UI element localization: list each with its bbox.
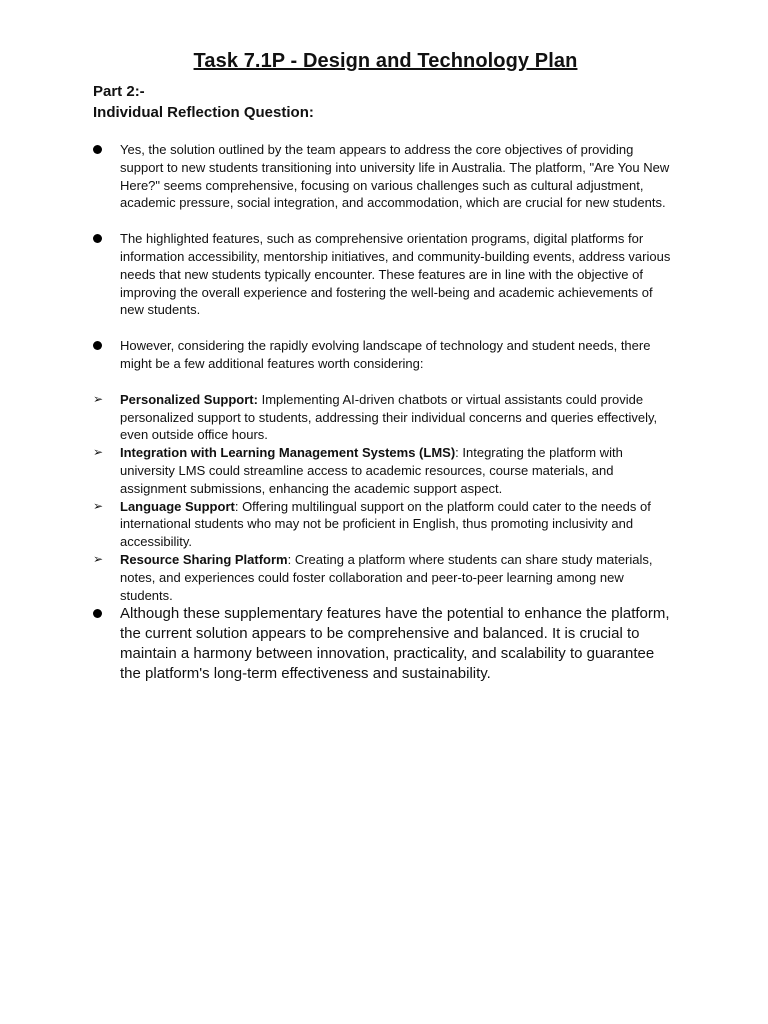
bullet-text: Yes, the solution outlined by the team appears to address the core objectives of providing support to new students transitioning into university life in Australia. The platform, "Are You New Here?" seems comprehensive, focusing on various challenges such as cultural adjustment, academic pressure, social integration, and accommodation, which are crucial for new students. bbox=[120, 142, 670, 211]
feature-item bbox=[93, 551, 678, 604]
conclusion-item bbox=[93, 604, 678, 684]
feature-item bbox=[93, 444, 678, 497]
arrow-bullet-icon: ➢ bbox=[93, 498, 104, 513]
feature-label: Language Support bbox=[120, 498, 235, 514]
bullet-text: However, considering the rapidly evolving landscape of technology and student needs, there might be a few additional features worth considering: bbox=[120, 338, 651, 371]
bullet-dot-icon bbox=[93, 141, 113, 159]
feature-text: : Offering multilingual support on the platform could cater to the needs of international students who may not be proficient in English, thus promoting inclusivity and accessibility. bbox=[120, 498, 651, 550]
bullet-dot-icon bbox=[93, 604, 113, 624]
bullet-item bbox=[93, 337, 678, 373]
feature-text: : Integrating the platform with university LMS could streamline access to academic resources, course materials, and assignment submissions, enhancing the academic support aspect. bbox=[120, 445, 623, 496]
bullet-item bbox=[93, 141, 678, 212]
feature-item bbox=[93, 391, 678, 444]
arrow-bullet-icon: ➢ bbox=[93, 445, 104, 460]
feature-text: Implementing AI-driven chatbots or virtual assistants could provide personalized support to students, addressing their individual concerns and queries effectively, even outside office hours. bbox=[120, 391, 658, 443]
feature-label: Resource Sharing Platform bbox=[120, 551, 288, 567]
bullet-text: The highlighted features, such as comprehensive orientation programs, digital platforms for information accessibility, mentorship initiatives, and community-building events, address various needs that new students typically encounter. These features are in line with the objective of improving the overall experience and fostering the well-being and academic achievements of new students. bbox=[120, 231, 671, 318]
arrow-bullet-icon: ➢ bbox=[93, 391, 104, 406]
arrow-bullet-icon: ➢ bbox=[93, 551, 104, 566]
feature-text: : Creating a platform where students can share study materials, notes, and experiences could foster collaboration and peer-to-peer learning among new students. bbox=[120, 551, 653, 603]
conclusion-text: Although these supplementary features have the potential to enhance the platform, the current solution appears to be comprehensive and balanced. It is crucial to maintain a harmony between innovation, practicality, and scalability to guarantee the platform's long-term effectiveness and sustainability. bbox=[120, 605, 670, 683]
bullet-item bbox=[93, 230, 678, 319]
bullet-dot-icon bbox=[93, 230, 113, 248]
feature-item bbox=[93, 498, 678, 551]
part-heading: Part 2:- bbox=[93, 83, 145, 100]
question-heading: Individual Reflection Question: bbox=[93, 104, 314, 121]
document-title: Task 7.1P - Design and Technology Plan bbox=[193, 50, 578, 72]
bullet-dot-icon bbox=[93, 337, 113, 355]
feature-label: Personalized Support: bbox=[120, 391, 258, 407]
feature-label: Integration with Learning Management Systems (LMS) bbox=[120, 445, 456, 461]
